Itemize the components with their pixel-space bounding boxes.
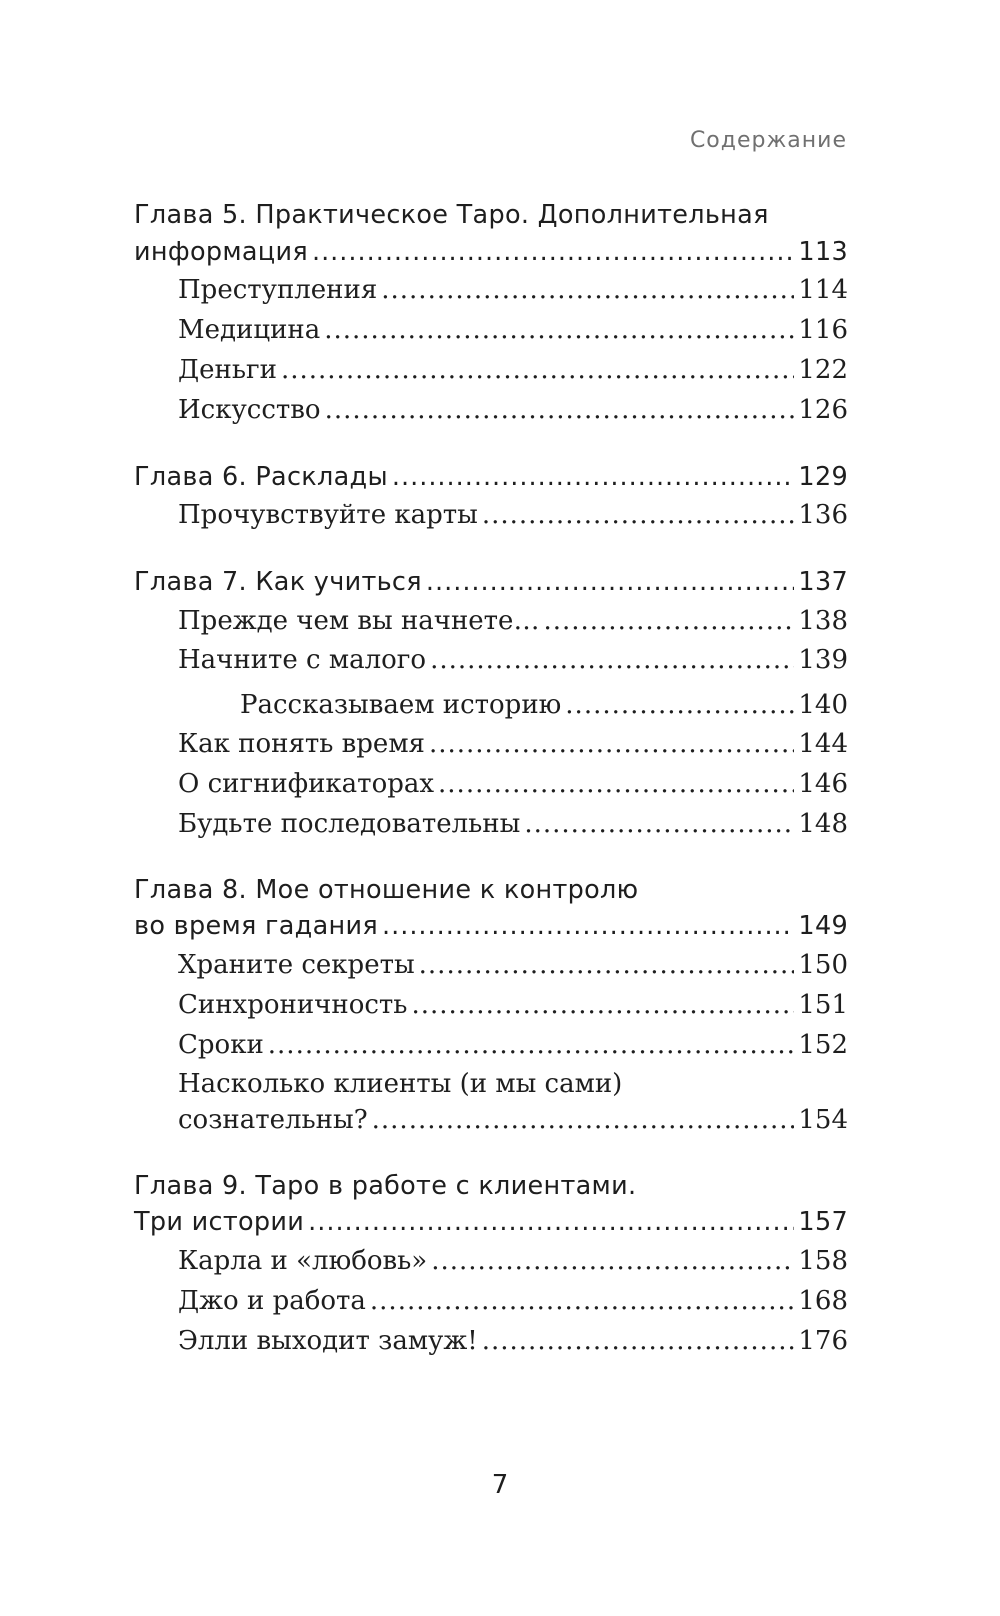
toc-entry-title: Рассказываем историю <box>240 690 562 720</box>
toc-section <box>178 769 848 799</box>
toc-page-number: 146 <box>798 769 848 799</box>
toc-page-number: 116 <box>798 315 848 345</box>
dot-leader <box>381 275 794 305</box>
dot-leader <box>372 1105 795 1135</box>
toc-page-number: 154 <box>798 1105 848 1135</box>
toc-page-number: 138 <box>798 606 848 636</box>
toc-entry-title: Начните с малого <box>178 645 427 675</box>
dot-leader <box>411 990 794 1020</box>
toc-chapter-6 <box>134 462 848 492</box>
dot-leader <box>438 769 794 799</box>
toc-page-number: 150 <box>798 950 848 980</box>
dot-leader <box>524 809 794 839</box>
dot-leader <box>482 500 795 530</box>
toc-page-number: 152 <box>798 1030 848 1060</box>
dot-leader <box>426 567 795 597</box>
toc-page-number: 144 <box>798 729 848 759</box>
dot-leader <box>429 729 794 759</box>
toc-entry-title: Медицина <box>178 315 321 345</box>
toc-entry-title: Элли выходит замуж! <box>178 1326 478 1356</box>
toc-chapter-7 <box>134 567 848 597</box>
dot-leader <box>430 645 794 675</box>
toc-page-number: 158 <box>798 1246 848 1276</box>
toc-page-number: 136 <box>798 500 848 530</box>
toc-page-number: 140 <box>798 690 848 720</box>
toc-page-number: 139 <box>798 645 848 675</box>
toc-page-number: 114 <box>798 275 848 305</box>
toc-page-number: 168 <box>798 1286 848 1316</box>
toc-page-number: 126 <box>798 395 848 425</box>
toc-entry-title: О сигнификаторах <box>178 769 435 799</box>
toc-entry-title: Глава 9. Таро в работе с клиентами. <box>134 1171 637 1201</box>
toc-section <box>178 355 848 385</box>
toc-section <box>178 1326 848 1356</box>
toc-entry-title: Глава 5. Практическое Таро. Дополнительная <box>134 200 769 230</box>
toc-section <box>178 990 848 1020</box>
toc-entry-title: Преступления <box>178 275 378 305</box>
dot-leader <box>370 1286 794 1316</box>
toc-entry-title: Джо и работа <box>178 1286 366 1316</box>
dot-leader <box>325 395 795 425</box>
toc-page-number: 122 <box>798 355 848 385</box>
toc-page-number: 149 <box>798 911 848 941</box>
toc-entry-title: сознательны? <box>178 1105 368 1135</box>
toc-entry-title: Как понять время <box>178 729 425 759</box>
toc-chapter-5 <box>134 237 848 267</box>
dot-leader <box>431 1246 794 1276</box>
toc-page-number: 148 <box>798 809 848 839</box>
toc-section <box>178 1030 848 1060</box>
toc-section <box>178 950 848 980</box>
toc-entry-title: информация <box>134 237 308 267</box>
toc-chapter-9-title <box>134 1171 848 1201</box>
toc-page-number: 113 <box>798 237 848 267</box>
dot-leader <box>482 1326 795 1356</box>
toc-section <box>178 275 848 305</box>
toc-page-number: 151 <box>798 990 848 1020</box>
page-number: 7 <box>491 1470 509 1500</box>
dot-leader <box>392 462 795 492</box>
toc-chapter-5-title <box>134 200 848 230</box>
toc-section <box>178 606 848 636</box>
toc-entry-title: Карла и «любовь» <box>178 1246 428 1276</box>
toc-entry-title: Насколько клиенты (и мы сами) <box>178 1069 623 1099</box>
toc-section <box>178 1105 848 1135</box>
toc-section <box>178 1246 848 1276</box>
toc-subsection <box>240 690 848 720</box>
toc-chapter-8-title <box>134 875 848 905</box>
toc-entry-title: Искусство <box>178 395 321 425</box>
toc-section <box>178 395 848 425</box>
toc-entry-title: Храните секреты <box>178 950 415 980</box>
toc-section-title <box>178 1069 848 1099</box>
dot-leader <box>324 315 794 345</box>
dot-leader <box>543 606 794 636</box>
toc-section <box>178 315 848 345</box>
toc-page-number: 137 <box>798 567 848 597</box>
running-header: Содержание <box>689 128 847 153</box>
toc-section <box>178 1286 848 1316</box>
toc-section <box>178 729 848 759</box>
toc-page-number: 129 <box>798 462 848 492</box>
toc-entry-title: Три истории <box>134 1207 305 1237</box>
dot-leader <box>419 950 795 980</box>
toc-entry-title: Глава 6. Расклады <box>134 462 388 492</box>
toc-entry-title: Прежде чем вы начнете… <box>178 606 540 636</box>
toc-entry-title: во время гадания <box>134 911 378 941</box>
toc-section <box>178 645 848 675</box>
toc-entry-title: Сроки <box>178 1030 264 1060</box>
toc-entry-title: Глава 7. Как учиться <box>134 567 422 597</box>
toc-chapter-8 <box>134 911 848 941</box>
dot-leader <box>268 1030 795 1060</box>
toc-page-number: 176 <box>798 1326 848 1356</box>
toc-page-number: 157 <box>798 1207 848 1237</box>
dot-leader <box>281 355 794 385</box>
toc-entry-title: Прочувствуйте карты <box>178 500 478 530</box>
toc-entry-title: Деньги <box>178 355 277 385</box>
toc-entry-title: Будьте последовательны <box>178 809 521 839</box>
dot-leader <box>565 690 794 720</box>
dot-leader <box>308 1207 794 1237</box>
toc-section <box>178 500 848 530</box>
toc-section <box>178 809 848 839</box>
dot-leader <box>312 237 794 267</box>
toc-entry-title: Глава 8. Мое отношение к контролю <box>134 875 639 905</box>
toc-chapter-9 <box>134 1207 848 1237</box>
dot-leader <box>382 911 794 941</box>
toc-entry-title: Синхроничность <box>178 990 408 1020</box>
